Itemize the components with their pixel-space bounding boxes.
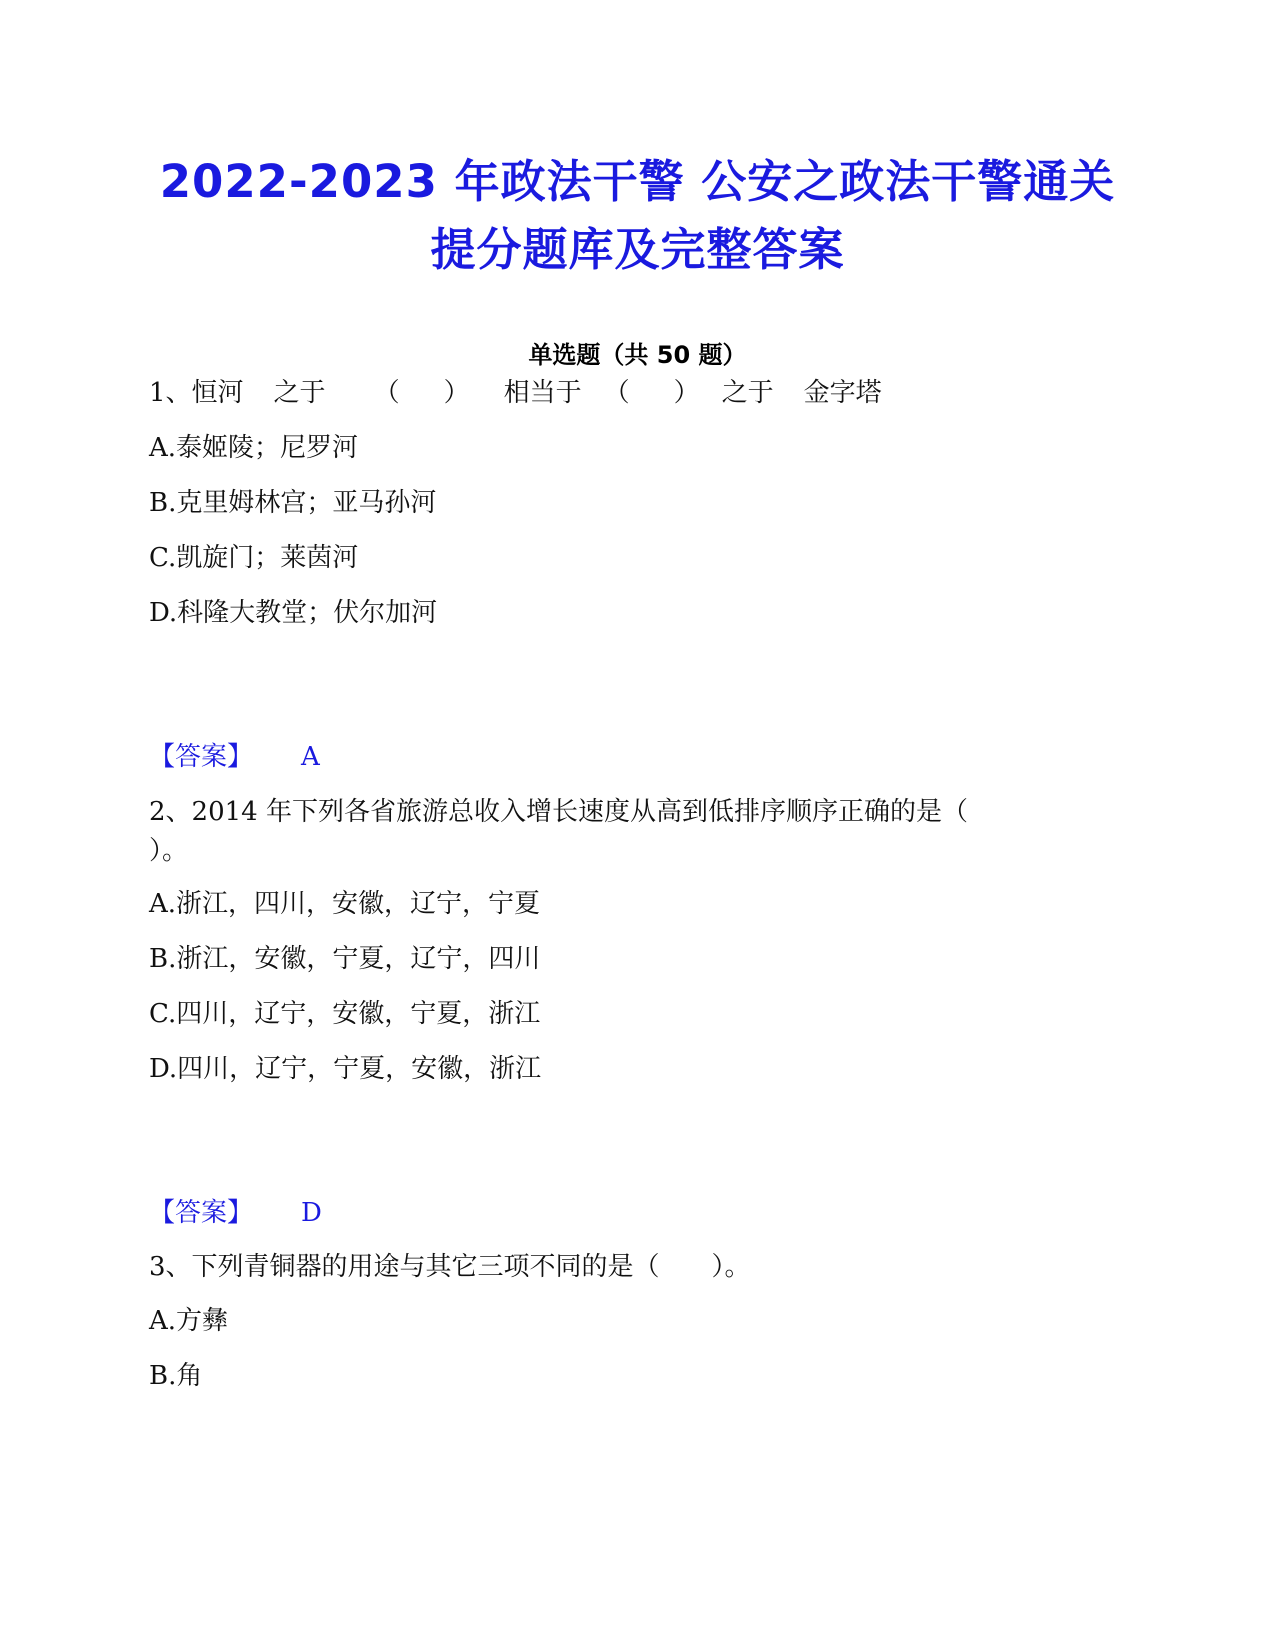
question-1-answer [149, 740, 320, 774]
answer-value: D [301, 1198, 322, 1228]
question-1-option-d: D.科隆大教堂；伏尔加河 [149, 598, 438, 628]
answer-value: A [301, 742, 320, 772]
question-1-option-a: A.泰姬陵；尼罗河 [149, 433, 359, 463]
question-1-option-b: B.克里姆林宫；亚马孙河 [149, 488, 437, 518]
title-line-1: 2022-2023 年政法干警 公安之政法干警通关 [159, 155, 1116, 208]
question-3-option-a: A.方彝 [149, 1306, 229, 1336]
question-2-option-a: A.浙江，四川，安徽，辽宁，宁夏 [149, 889, 541, 919]
question-2-option-b: B.浙江，安徽，宁夏，辽宁，四川 [149, 944, 541, 974]
question-2-stem-line-1: 2、2014 年下列各省旅游总收入增长速度从高到低排序顺序正确的是（ [149, 797, 968, 827]
question-2-stem-line-2: ）。 [149, 836, 189, 866]
title-line-2: 提分题库及完整答案 [430, 223, 845, 276]
question-2-option-d: D.四川，辽宁，宁夏，安徽，浙江 [149, 1054, 542, 1084]
question-2-option-c: C.四川，辽宁，安徽，宁夏，浙江 [149, 999, 541, 1029]
section-header: 单选题（共 50 题） [528, 341, 747, 369]
document-title [0, 148, 1275, 284]
answer-tag: 【答案】 [149, 742, 254, 772]
question-1-stem: 1、恒河 之于 （ ） 相当于 （ ） 之于 金字塔 [149, 378, 882, 408]
question-3-option-b: B.角 [149, 1361, 203, 1391]
question-1-option-c: C.凯旋门；莱茵河 [149, 543, 359, 573]
question-3-stem: 3、下列青铜器的用途与其它三项不同的是（ ）。 [149, 1252, 751, 1282]
question-2-answer [149, 1196, 322, 1230]
answer-tag: 【答案】 [149, 1198, 254, 1228]
